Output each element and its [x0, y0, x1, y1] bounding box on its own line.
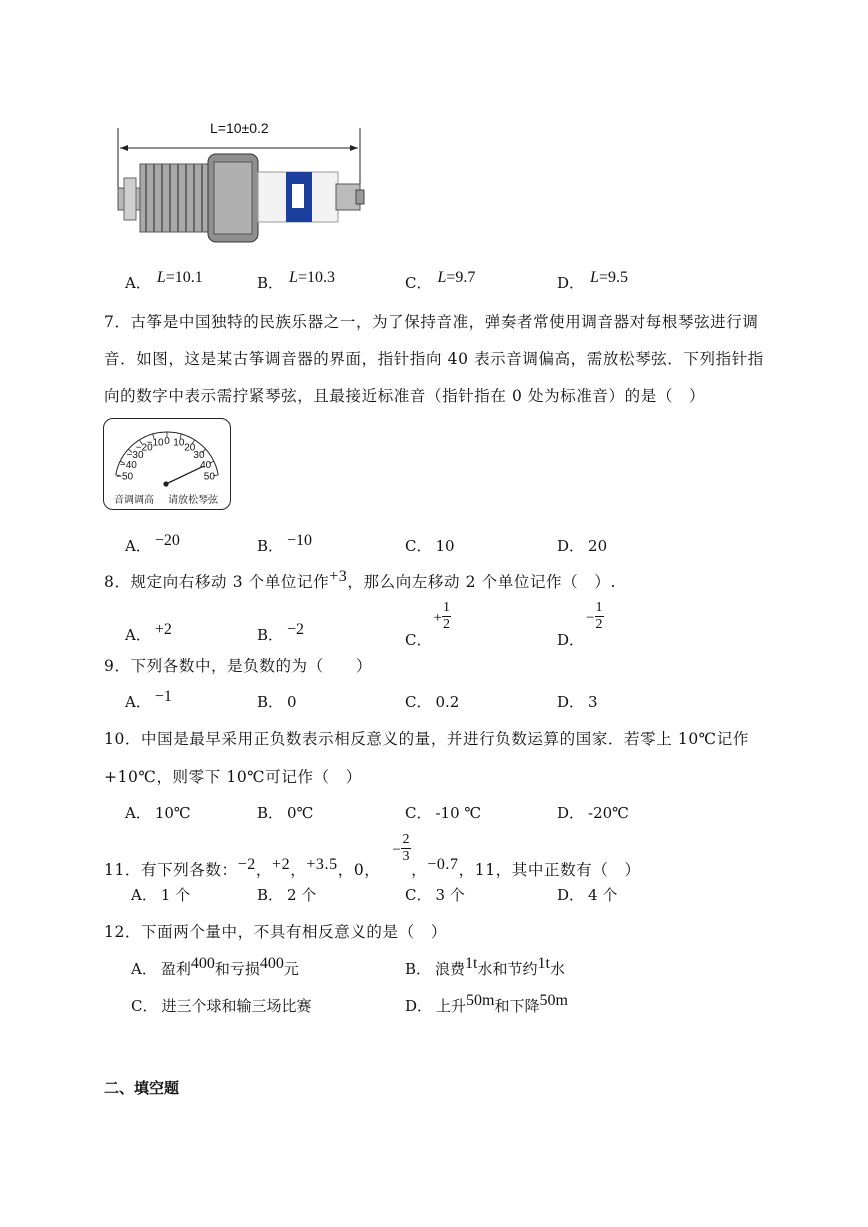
q8-stem: 8．规定向右移动 3 个单位记作+3，那么向左移动 2 个单位记作（ ）. — [104, 568, 616, 591]
q11-stem: 11．有下列各数：−2，+2，+3.5，0，− $\frac{2}{3}$ ，−0.7，11，其中正数有（ ） — [104, 832, 641, 879]
q11-fraction: $\frac{2}{3}$ — [402, 832, 411, 864]
section-2-title: 二、填空题 — [104, 1079, 180, 1097]
q6-option-c[interactable]: C． L=9.7 — [405, 269, 476, 292]
q11-option-b[interactable]: B． 2 个 — [257, 886, 317, 904]
tuner-hub — [163, 481, 168, 486]
q7-stem-line-2: 音．如图，这是某古筝调音器的界面，指针指向 40 表示音调偏高，需放松琴弦．下列指针指 — [104, 350, 764, 368]
q7-option-b[interactable]: B． −10 — [257, 532, 313, 555]
tuner-needle — [166, 466, 203, 484]
spark-plug-image — [110, 118, 370, 248]
q12-option-d[interactable]: D． 上升50m和下降50m — [405, 992, 568, 1015]
q8-option-a[interactable]: A． +2 — [125, 621, 172, 644]
q10-option-d[interactable]: D． -20℃ — [557, 804, 629, 822]
q9-stem: 9．下列各数中，是负数的为（ ） — [104, 657, 373, 675]
tuner-dial — [103, 418, 231, 510]
q12-option-a[interactable]: A． 盈利400和亏损400元 — [131, 955, 299, 978]
q8-option-c[interactable]: C．+ $\frac{1}{2}$ — [405, 600, 450, 649]
q7-option-c[interactable]: C． 10 — [405, 537, 455, 555]
tuner-tick-label: 40 — [200, 460, 212, 472]
q10-stem-line-2: +10℃，则零下 10℃可记作（ ） — [104, 768, 362, 786]
tuner-tick-label: −20 — [135, 442, 153, 454]
q9-option-c[interactable]: C． 0.2 — [405, 693, 460, 711]
tuner-tick-label: −50 — [116, 471, 134, 483]
q7-stem-line-1: 7．古筝是中国独特的民族乐器之一，为了保持音准，弹奏者常使用调音器对每根琴弦进行调 — [104, 313, 759, 331]
tuner-tick-label: 50 — [203, 471, 215, 483]
q7-option-d[interactable]: D． 20 — [557, 537, 608, 555]
q8-option-c-fraction: $\frac{1}{2}$ — [442, 600, 450, 632]
q6-option-b[interactable]: B． L=10.3 — [257, 269, 335, 292]
tuner-left-caption: 音调调高 — [114, 495, 154, 506]
tuner-tick-label: −30 — [126, 450, 144, 462]
q7-stem-line-3: 向的数字中表示需拧紧琴弦，且最接近标准音（指针指在 0 处为标准音）的是（ ） — [104, 387, 706, 405]
q12-option-c[interactable]: C． 进三个球和输三场比赛 — [131, 997, 312, 1015]
q8-option-d[interactable]: D．− $\frac{1}{2}$ — [557, 600, 603, 649]
tuner-tick-label: 20 — [184, 442, 196, 454]
q9-option-a[interactable]: A． −1 — [125, 688, 172, 711]
tuner-tick-label: −40 — [119, 460, 137, 472]
tuner-tick-label: 10 — [173, 437, 185, 449]
q12-option-b[interactable]: B． 浪费1t水和节约1t水 — [405, 955, 565, 978]
q6-option-a[interactable]: A． L=10.1 — [125, 269, 203, 292]
q10-option-b[interactable]: B． 0℃ — [257, 804, 314, 822]
q10-stem-line-1: 10．中国是最早采用正负数表示相反意义的量，并进行负数运算的国家．若零上 10℃记作 — [104, 730, 749, 748]
q12-stem: 12．下面两个量中，不具有相反意义的是（ ） — [104, 923, 447, 941]
q8-option-b[interactable]: B． −2 — [257, 621, 305, 644]
q6-option-d[interactable]: D． L=9.5 — [557, 269, 628, 292]
q11-option-c[interactable]: C． 3 个 — [405, 886, 465, 904]
q11-option-a[interactable]: A． 1 个 — [131, 886, 191, 904]
q10-option-a[interactable]: A． 10℃ — [125, 804, 191, 822]
tuner-right-caption: 请放松琴弦 — [168, 495, 218, 506]
tuner-tick-label: 0 — [164, 436, 170, 447]
q9-option-d[interactable]: D． 3 — [557, 693, 598, 711]
dimension-label: L=10±0.2 — [210, 120, 269, 136]
tuner-tick-label: −10 — [146, 437, 164, 449]
q11-option-d[interactable]: D． 4 个 — [557, 886, 618, 904]
q8-option-d-fraction: $\frac{1}{2}$ — [595, 600, 603, 632]
tuner-tick-label: 30 — [193, 450, 205, 462]
q9-option-b[interactable]: B． 0 — [257, 693, 297, 711]
spark-plug-figure — [110, 118, 370, 248]
q10-option-c[interactable]: C． -10 ℃ — [405, 804, 482, 822]
q7-option-a[interactable]: A． −20 — [125, 532, 180, 555]
